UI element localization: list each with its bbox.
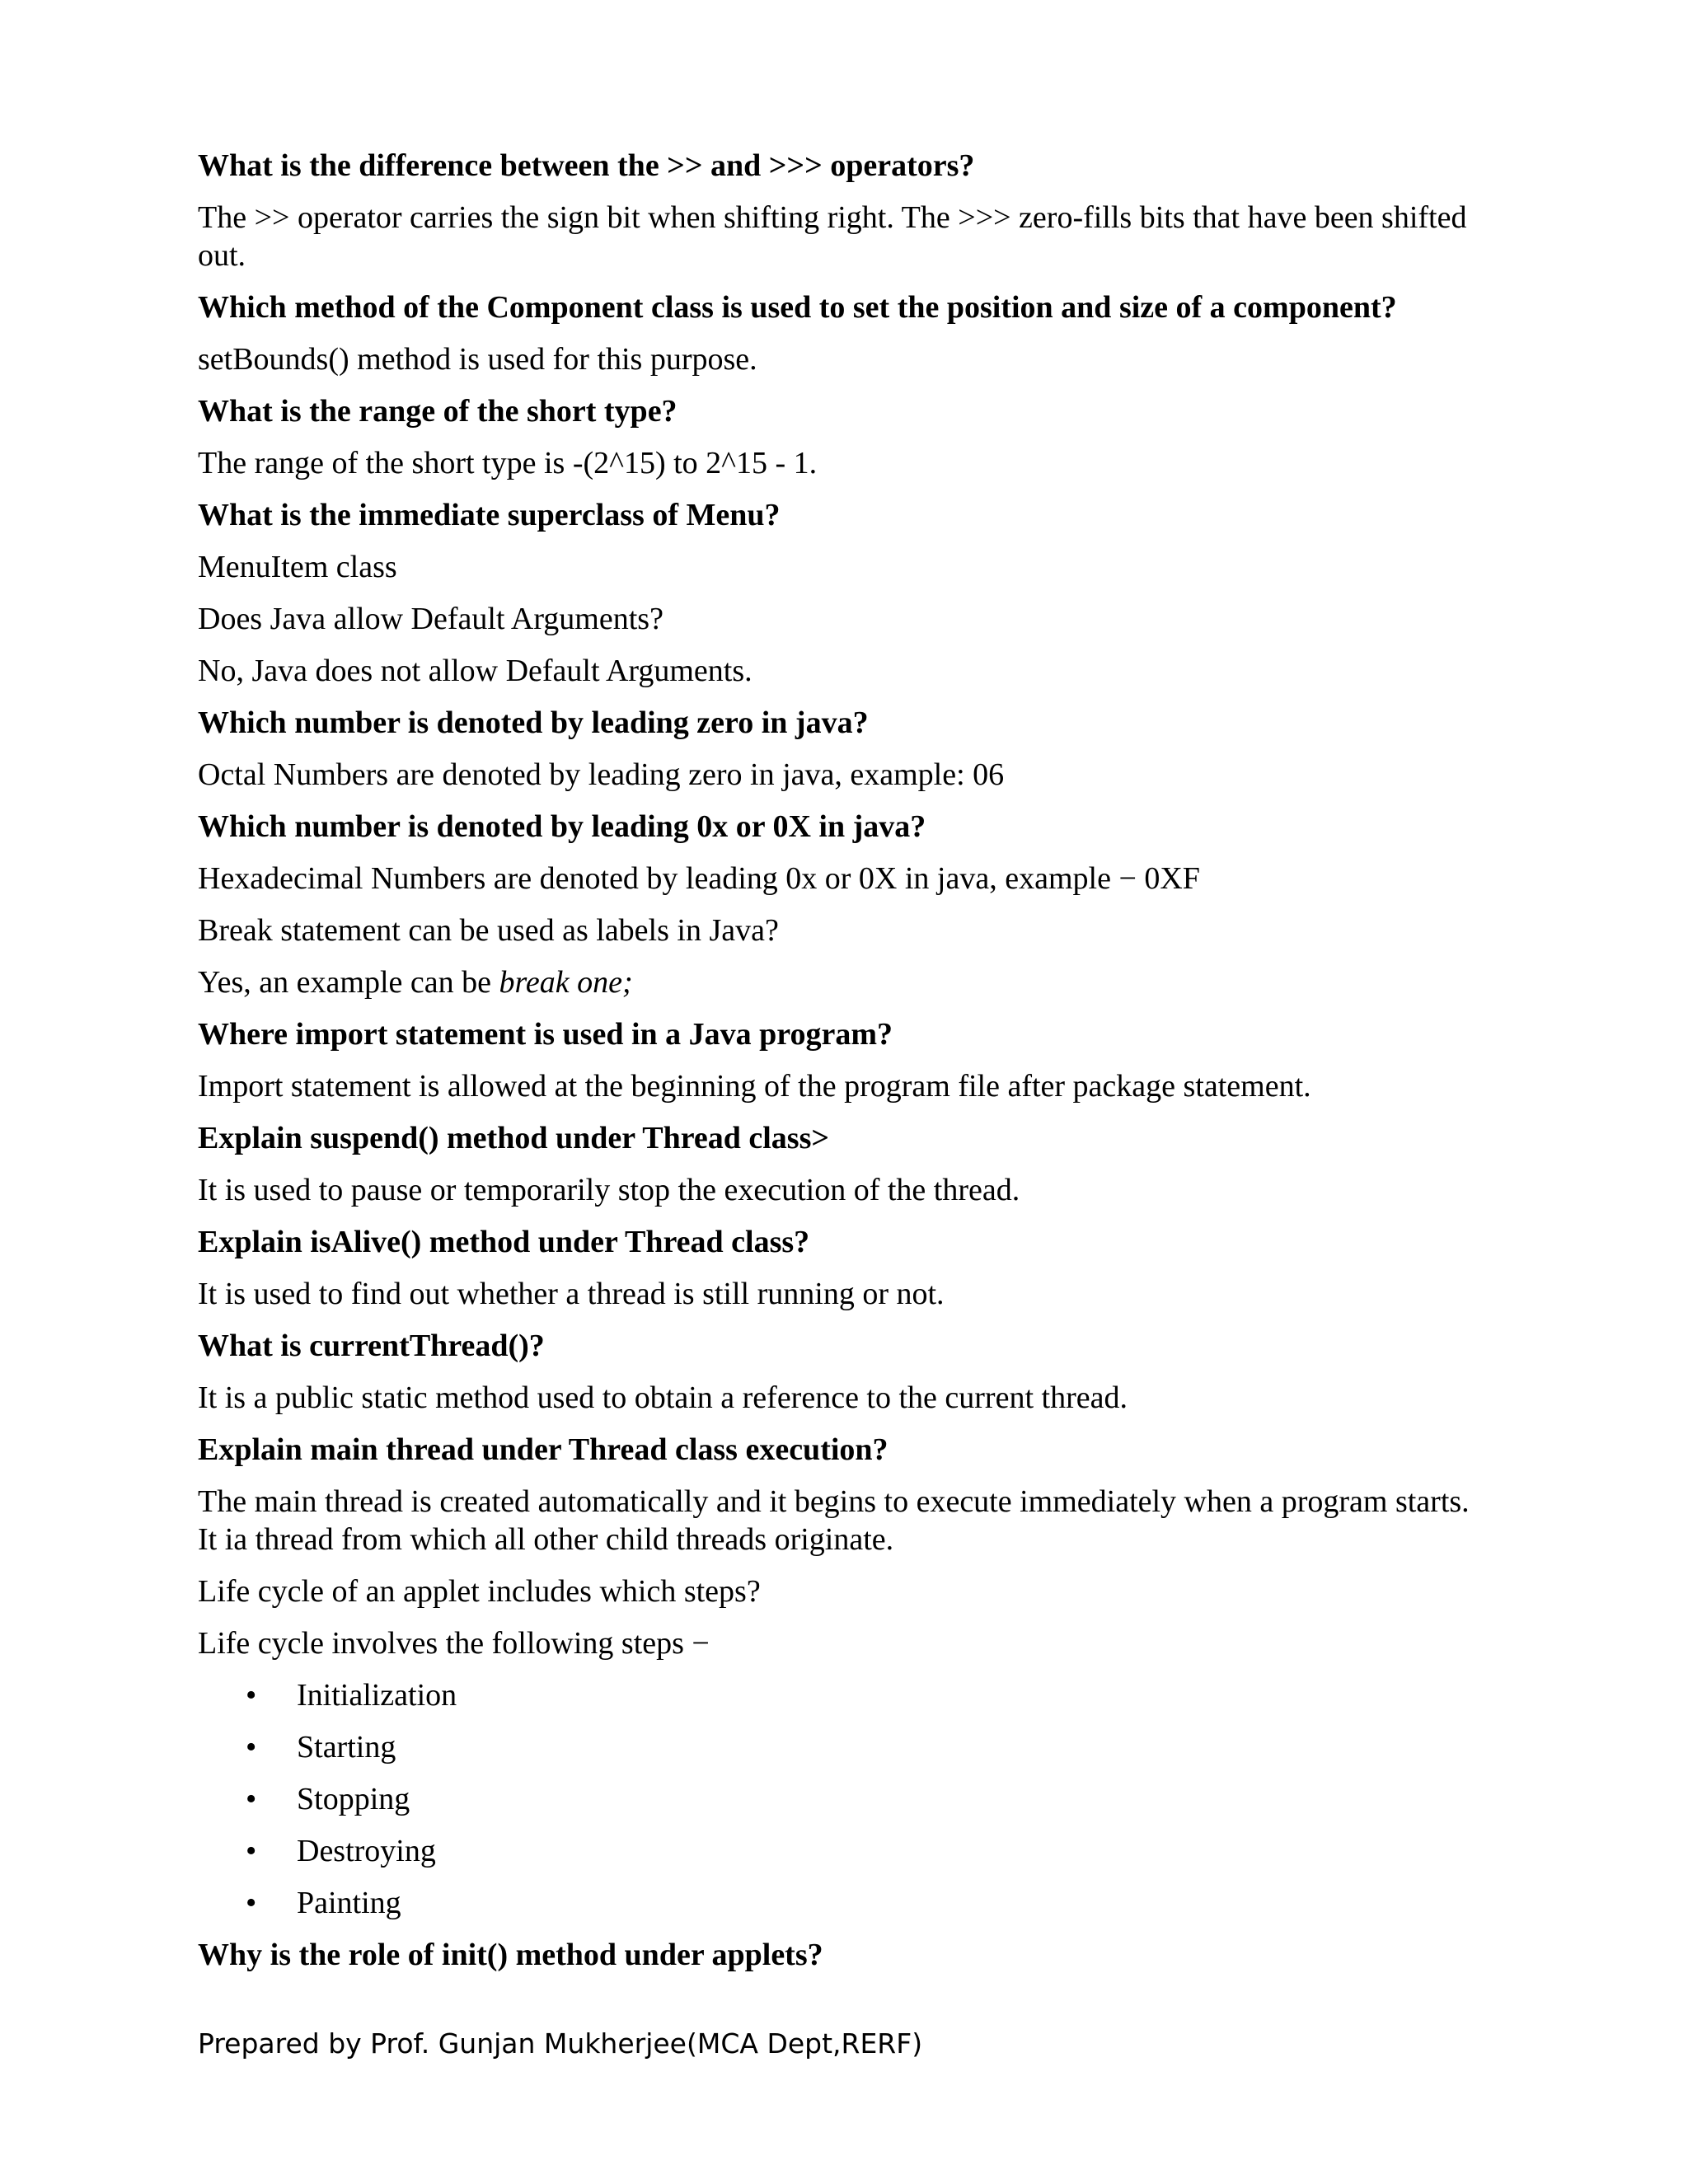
answer-text: Break statement can be used as labels in Java?: [198, 913, 779, 948]
list-item-text: Painting: [297, 1886, 401, 1920]
bullet-icon: •: [246, 1782, 257, 1816]
answer-text: It is a public static method used to obtain a reference to the current thread.: [198, 1380, 1128, 1415]
bullet-icon: •: [246, 1678, 257, 1713]
answer-text: Life cycle of an applet includes which steps?: [198, 1574, 761, 1609]
answer-text: Octal Numbers are denoted by leading zero in java, example: 06: [198, 757, 1005, 792]
answer-text: Hexadecimal Numbers are denoted by leading 0x or 0X in java, example − 0XF: [198, 861, 1200, 896]
answer-text: [198, 963, 1484, 1001]
question-heading: Explain suspend() method under Thread class>: [198, 1121, 830, 1155]
list-item-text: Initialization: [297, 1678, 457, 1713]
list-item: [198, 1676, 1484, 1714]
steps-list: [198, 1676, 1484, 1922]
question-heading: Which number is denoted by leading 0x or 0X in java?: [198, 809, 926, 844]
answer-text-plain: Yes, an example can be: [198, 965, 499, 1000]
answer-text: No, Java does not allow Default Arguments.: [198, 654, 753, 688]
answer-text: The >> operator carries the sign bit when shifting right. The >>> zero-fills bits that have been shifted out.: [198, 200, 1467, 273]
answer-text: The main thread is created automatically and it begins to execute immediately when a program starts. It ia thread from which all other child threads originate.: [198, 1484, 1470, 1557]
bullet-icon: •: [246, 1834, 257, 1868]
answer-text: Life cycle involves the following steps −: [198, 1626, 710, 1661]
answer-text: It is used to pause or temporarily stop the execution of the thread.: [198, 1173, 1020, 1207]
bullet-icon: •: [246, 1730, 257, 1765]
question-heading: Which method of the Component class is used to set the position and size of a component?: [198, 290, 1397, 325]
answer-text: setBounds() method is used for this purpose.: [198, 342, 757, 377]
question-heading: What is currentThread()?: [198, 1329, 545, 1363]
list-item: [198, 1884, 1484, 1922]
qa-content: [198, 147, 1484, 1988]
list-item-text: Destroying: [297, 1834, 436, 1868]
answer-text: It is used to find out whether a thread is still running or not.: [198, 1277, 945, 1311]
list-item: [198, 1832, 1484, 1870]
question-heading: Explain main thread under Thread class execution?: [198, 1432, 889, 1467]
answer-text: Does Java allow Default Arguments?: [198, 602, 663, 636]
question-heading: Why is the role of init() method under applets?: [198, 1938, 823, 1972]
list-item: [198, 1728, 1484, 1766]
question-heading: What is the immediate superclass of Menu?: [198, 498, 781, 532]
question-heading: What is the range of the short type?: [198, 394, 678, 429]
answer-text: MenuItem class: [198, 550, 397, 584]
answer-text: Import statement is allowed at the beginning of the program file after package statement.: [198, 1069, 1311, 1104]
page-footer: Prepared by Prof. Gunjan Mukherjee(MCA Dept,RERF): [198, 2027, 923, 2060]
question-heading: Where import statement is used in a Java program?: [198, 1017, 893, 1052]
question-heading: Which number is denoted by leading zero in java?: [198, 705, 869, 740]
list-item: [198, 1780, 1484, 1818]
list-item-text: Stopping: [297, 1782, 410, 1816]
answer-text: The range of the short type is -(2^15) to 2^15 - 1.: [198, 446, 818, 480]
question-heading: What is the difference between the >> and >>> operators?: [198, 148, 975, 183]
answer-text-italic: break one;: [499, 965, 633, 1000]
list-item-text: Starting: [297, 1730, 396, 1765]
question-heading: Explain isAlive() method under Thread class?: [198, 1225, 810, 1259]
bullet-icon: •: [246, 1886, 257, 1920]
